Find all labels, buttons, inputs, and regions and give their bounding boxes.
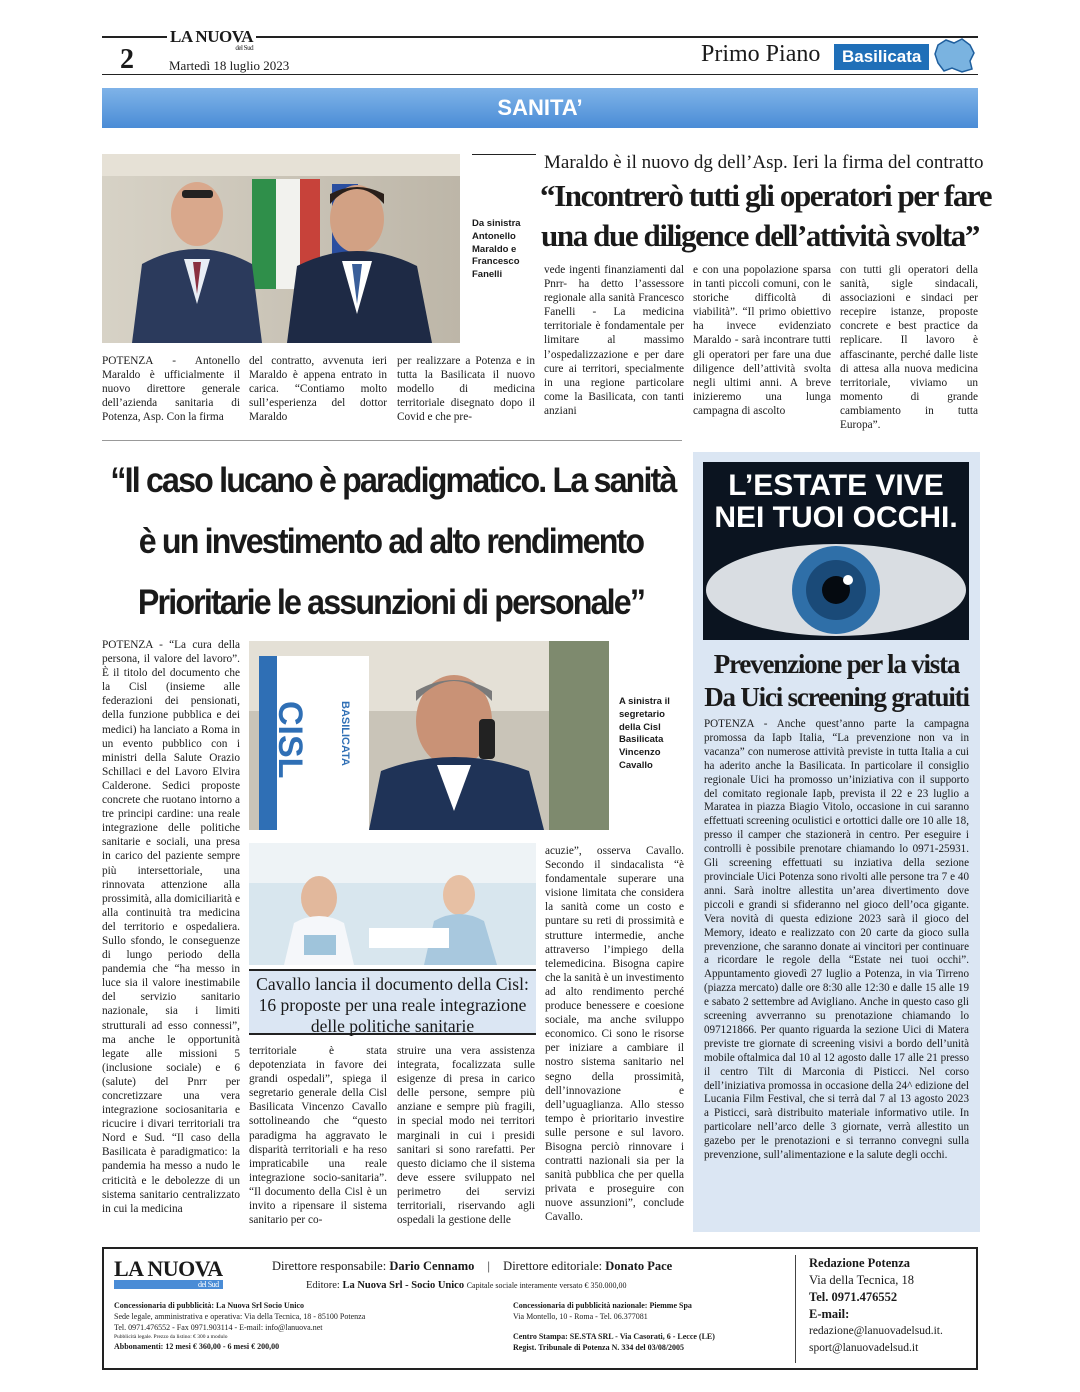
kicker-rule [472, 154, 536, 155]
newsroom-address: Via della Tecnica, 18 [809, 1273, 915, 1287]
article1-headline [540, 176, 992, 256]
estate-ad [703, 462, 969, 640]
cisl-sign: CISL [271, 701, 309, 779]
page-number: 2 [120, 44, 134, 75]
article1-col1: POTENZA - Antonello Maraldo è ufficialmente il nuovo direttore generale dell’azienda sanitaria di Potenza, Asp. Con la firma [102, 355, 240, 424]
sidebar-body: POTENZA - Anche quest’anno parte la campagna promossa da Iapb Italia, “La prevenzione non va in vacanza” con numerose attività previste in tutta Italia a cui ha aderito anche la Basilicata. In particolare il consiglio regionale Uici ha promosso un’iniziativa con il supporto del comitato regionale Iapb, prevista il 22 e 23 luglio a Maratea in piazza Biagio Vitolo, occasione in cui saranno effettuati screening oculistici e ortottici dalle ore 10 alle 18, presso il camper che stazionerà in centro. Per eseguire i controlli è possibile prenotare chiamando lo 0971-25931. Gli screening effettuati su inziativa della sezione provinciale Uici Potenza sono rivolti alle persone tra 7 e 40 anni. Sarà inoltre allestita un’area divertimento dove piccoli e grandi si sfideranno nel gioco dell’oca gigante. Vera novità di questa edizione 2023 sarà il gioco del Memory, ideato e realizzato con 20 carte da gioco sulla prevenzione, che saranno donate ai vincitori per continuare a ricordare le regole della “Estate nei tuoi occhi”. Appuntamento giovedì 27 luglio a Potenza, in via Tirreno (piazza mercato) dalle ore 8:30 alle 12:30 e dalle 15 alle 19 e sabato 2 settembre ad Avigliano. Anche in questo caso gli screening avverranno su prenotazione chiamando lo 097121866. Per quanto riguarda la sezione Uici di Matera previste tre giornate di screening visivi a bordo dell’unità mobile oftalmica dal 10 al 12 agosto dalle 17 alle 21 presso il centro Tilt di Marconia di Pisticci. Nel corso dell’iniziativa promossa in occasione della 24^ edizione del Lucania Film Festival, che si terrà dal 7 al 13 agosto 2023 a Pisticci, sarà distribuito materiale informativo utile. In particolare nell’arco delle 3 giornate, verrà allestito un gazebo per le prenotazioni e si terranno convegni sulla prevenzione, sull’alimentazione e la salute degli occhi. [704, 718, 969, 1162]
article2-headline-line3: Prioritarie le assunzioni di personale” [137, 583, 645, 622]
article1-kicker: Maraldo è il nuovo dg dell’Asp. Ieri la firma del contratto [544, 152, 984, 173]
footer-national-block [513, 1300, 788, 1353]
ads-address: Sede legale, amministrativa e operativa: Via della Tecnica, 18 - 85100 Potenza [114, 1312, 366, 1321]
article2-headline [86, 450, 696, 633]
subscriptions: Abbonamenti: 12 mesi € 360,00 - 6 mesi € 200,00 [114, 1342, 280, 1351]
article2-col3: struire una vera assistenza integrata, focalizzata sulle esigenze di presa in carico delle persone, sempre più anziane e sempre più fragili, in special modo nei territori marginali in cui i presidi sanitari si sono rarefatti. Per questo diciamo che il sistema deve essere sviluppato nel perimetro dei servizi territoriali, riservando agli ospedali la gestione delle [397, 1045, 535, 1227]
article1-headline-line2: una due diligence dell’attività svolta” [541, 218, 979, 253]
ad-headline-line1: L’ESTATE VIVE [728, 469, 944, 502]
section-band-label: SANITA’ [497, 95, 583, 120]
article2-col4: acuzie”, osserva Cavallo. Secondo il sindacalista “è fondamentale superare una visione limitata che considera la sanità come un costo e puntare su reti di prossimità e strutture intermedie, anche attraverso l’impiego della telemedicina. Bisogna capire che la sanità è un investimento ad alto rendimento perché produce benessere e coesione sociale, ma anche sviluppo economico. Ci sono le risorse per iniziare a cambiare il nostro sistema sanitario nel segno della prossimità, dell’innovazione e dell’uguaglianza. Allo stesso tempo è prioritario investire sulle persone e sul lavoro. Bisogna perciò rinnovare i contratti nazionali sia per la sanità pubblica che per quella privata e proseguire con nuove assunzioni”, conclude Cavallo. [545, 845, 684, 1224]
cavallo-photo [249, 641, 609, 830]
article1-col3: per realizzare a Potenza e in tutta la Basilicata il nuovo modello di medicina territoriale disegnato dopo il Covid e che pre- [397, 355, 535, 424]
publisher-capital: Capitale sociale interamente versato € 350.000,00 [466, 1281, 627, 1290]
section-band [102, 88, 978, 128]
ad-headline [703, 470, 969, 534]
email-label: E-mail: [809, 1307, 850, 1321]
section-title: Primo Piano [701, 41, 821, 67]
ads-contacts: Tel. 0971.476552 - Fax 0971.903114 - E-mail: info@lanuova.net [114, 1323, 323, 1332]
national-ads-title: Concessionaria di pubblicità nazionale: Piemme Spa [513, 1301, 692, 1310]
print-center: Centro Stampa: SE.STA SRL - Via Casorati, 6 - Lecce (LE) [513, 1332, 715, 1341]
issue-date: Martedì 18 luglio 2023 [169, 58, 290, 73]
footer-logo [114, 1256, 223, 1289]
masthead-logo-text: LA NUOVA [170, 27, 254, 46]
newsroom-tel: Tel. 0971.476552 [809, 1290, 898, 1304]
footer-newsroom [809, 1255, 974, 1357]
region-badge: Basilicata [834, 44, 929, 70]
article2-headline-line2: è un investimento ad alto rendimento [138, 522, 644, 561]
publisher-label: Editore: [306, 1280, 340, 1291]
article2-col1: POTENZA - “La cura della persona, il valore del lavoro”. È il titolo del documento che la Cisl (insieme alle federazioni dei pensionati, della funzione pubblica e dei medici) ha lanciato a Roma in un evento pubblico con i ministri della Salute Orazio Schillaci e del Lavoro Elvira Calderone. Sedici proposte concrete che ruotano intorno a tre principi cardine: una reale integrazione delle politiche sanitarie e sociali, una presa in carico del paziente sempre più intersettoriale, una rinnovata attenzione alla prossimità, alla domiciliarità e alla continuità tra medicina del territorio e ospedaliera. Sullo sfondo, le conseguenze di lungo periodo della pandemia che “ha messo in luce sia il valore inestimabile del servizio sanitario nazionale, sia i limiti strutturali ad esso connessi”, ma anche le opportunità legate alle missioni 5 (inclusione sociale) e 6 (salute) del Pnrr per concretizzare una vera integrazione sociosanitaria e ricucire i divari territoriali tra Nord e Sud. “Il caso della Basilicata è paradigmatico: la pandemia ha messo a nudo le criticità e le debolezze di un sistema sanitario centralizzato in cui la medicina [102, 639, 240, 1215]
editorial-director-name: Donato Pace [605, 1259, 673, 1273]
footer-logo-text: LA NUOVA [114, 1256, 223, 1281]
editorial-director-label: Direttore editoriale: [503, 1259, 603, 1273]
article1-col4: vede ingenti finanziamenti dal Pnrr- ha detto l’assessore regionale alla sanità Francesco Fanelli - La medicina territoriale è fondamentale per limitare al massimo l’ospedalizzazione e per dare cure ai territori, specialmente in una regione particolare come la Basilicata, con tanti anziani [544, 264, 684, 417]
director-label: Direttore responsabile: [272, 1259, 387, 1273]
ad-headline-line2: NEI TUOI OCCHI. [714, 501, 958, 534]
director-name: Dario Cennamo [389, 1259, 475, 1273]
article1-col6: con tutti gli operatori della sanità, sigle sindacali, associazioni e sindaci per recepire istanze, proposte concrete e best practice da replicare. Il lavoro è affascinante, perché dalle liste di attesa alla nuova medicina territoriale, viviamo un momento di grande cambiamento in tutta Europa”. [840, 264, 978, 432]
sidebar-headline [693, 648, 980, 714]
article-divider [102, 440, 682, 441]
legal-price: Pubblicità legale. Prezzo da listino: € 300 a modulo [114, 1334, 228, 1340]
photo-caption-maraldo: Da sinistra Antonello Maraldo e Francesco Fanelli [472, 218, 521, 281]
article1-col2: del contratto, avvenuta ieri Maraldo è appena entrato in carica. “Contiamo molto sull’esperienza del dottor Maraldo [249, 355, 387, 424]
photo-caption-cavallo: A sinistra il segretario della Cisl Basilicata Vincenzo Cavallo [619, 696, 670, 771]
footer-ads-block [114, 1300, 494, 1352]
director-separator: | [487, 1259, 491, 1273]
article1-headline-line1: “Incontrerò tutti gli operatori per fare [540, 178, 992, 213]
email-sport[interactable]: sport@lanuovadelsud.it [809, 1342, 919, 1354]
registration: Regist. Tribunale di Potenza N. 334 del 03/08/2005 [513, 1343, 685, 1352]
newsroom-title: Redazione Potenza [809, 1256, 911, 1270]
national-ads-address: Via Montello, 10 - Roma - Tel. 06.377081 [513, 1312, 648, 1321]
sidebar-headline-line1: Prevenzione per la vista [713, 649, 960, 679]
email-redazione[interactable]: redazione@lanuovadelsud.it. [809, 1325, 943, 1337]
article2-col2: territoriale è stata depotenziata in favore dei grandi ospedali”, spiega il segretario generale della Cisl Basilicata Vincenzo Cavallo sottolineando che “questo paradigma ha aggravato le disparità territoriali e ha reso impraticabile una reale integrazione socio-sanitaria”. “Il documento della Cisl è un invito a ripensare il sistema sanitario per co- [249, 1045, 387, 1227]
article2-headline-line1: “Il caso lucano è paradigmatico. La sanità [110, 461, 676, 500]
basilicata-map-icon [932, 37, 978, 75]
article2-subhead: Cavallo lancia il documento della Cisl: 16 proposte per una reale integrazione delle politiche sanitarie [249, 969, 536, 1035]
ads-title: Concessionaria di pubblicità: La Nuova Srl Socio Unico [114, 1301, 305, 1310]
article1-col5: e con una popolazione sparsa in tanti piccoli comuni, con le storiche difficoltà di viabilità”. “Il primo obiettivo ha invece evidenziato Maraldo - sarà incontrare tutti gli operatori per fare una due diligence dell’attività svolta negli ultimi anni. A breve inizieremo una lunga campagna di ascolto [693, 264, 831, 417]
sidebar-headline-line2: Da Uici screening gratuiti [704, 682, 969, 712]
publisher-name: La Nuova Srl - Socio Unico [342, 1280, 465, 1291]
footer-publisher [306, 1280, 626, 1291]
footer-directors [272, 1259, 672, 1274]
masthead-logo [167, 27, 256, 52]
masthead-logo-sub: del Sud [235, 44, 254, 52]
hospital-photo [249, 843, 536, 965]
cisl-sign-sub: BASILICATA [339, 701, 351, 766]
footer-logo-sub: del Sud [114, 1280, 223, 1289]
maraldo-fanelli-photo [102, 154, 460, 343]
masthead-bottom-rule [102, 74, 978, 75]
footer-divider [795, 1255, 796, 1363]
